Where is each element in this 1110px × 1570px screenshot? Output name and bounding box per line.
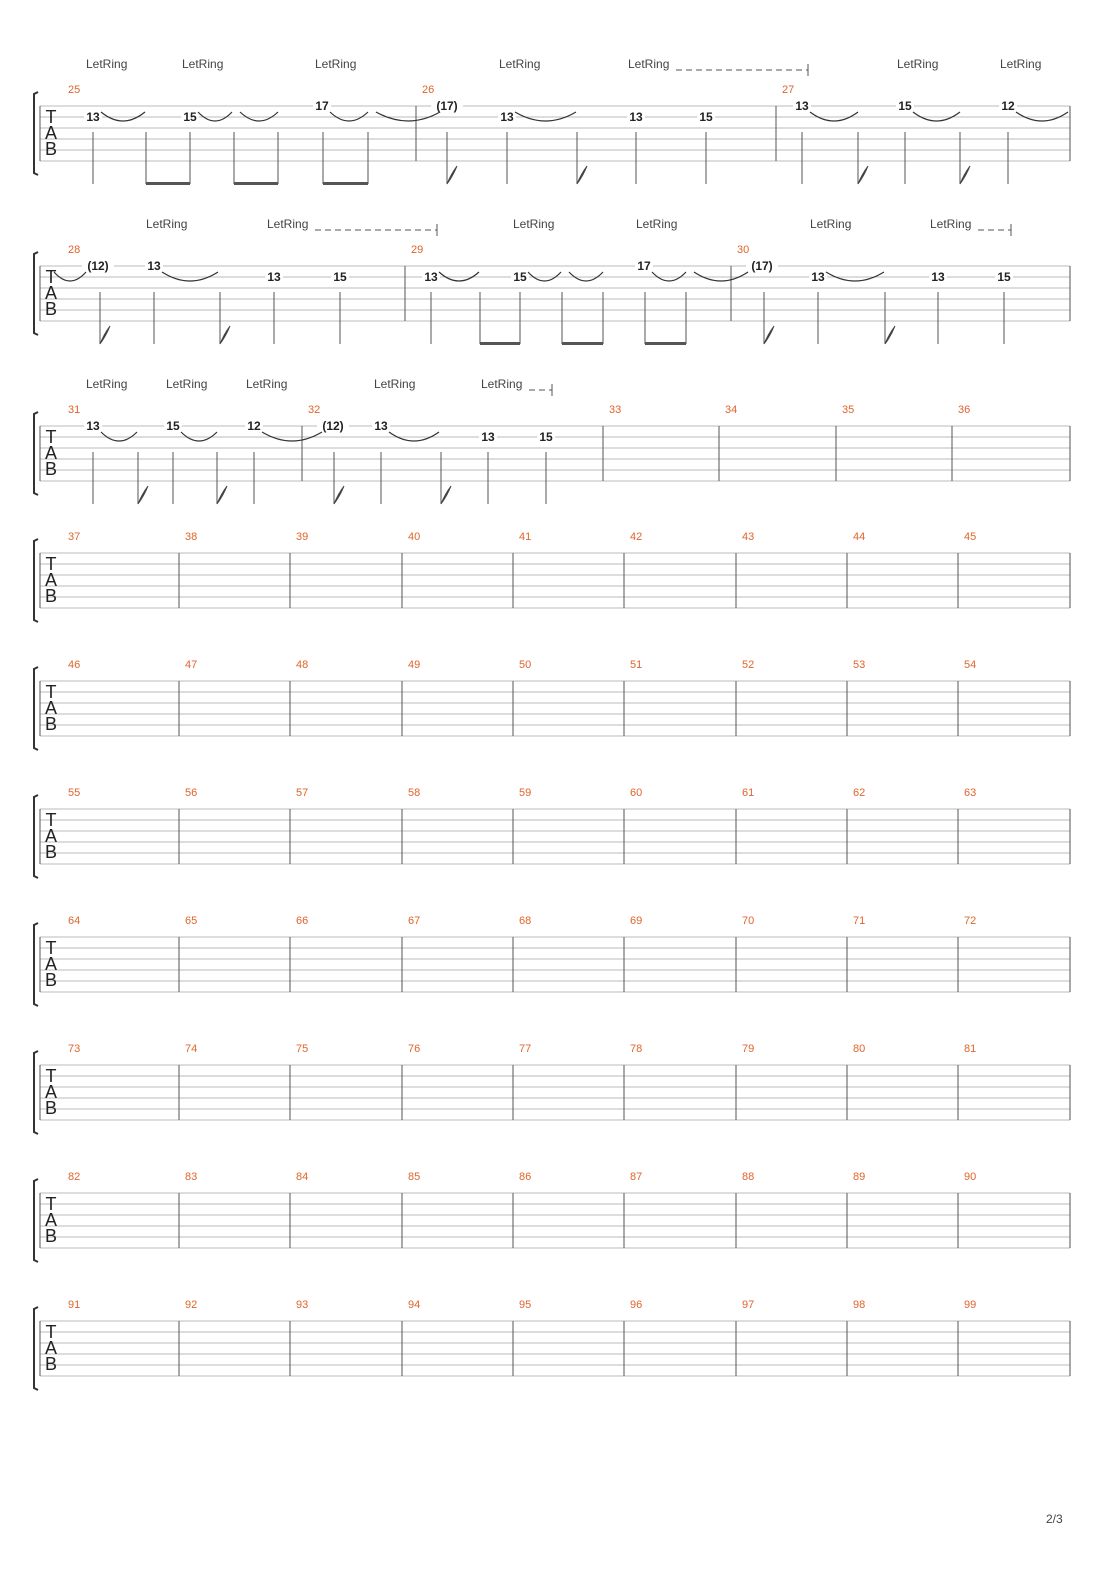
- measure-number: 67: [408, 915, 421, 927]
- note-flag: [334, 486, 344, 504]
- note-beam: [562, 342, 603, 345]
- tab-clef-letter: T: [45, 1194, 57, 1214]
- let-ring-label: LetRing: [481, 377, 523, 391]
- note-beam: [480, 342, 520, 345]
- measure-number: 78: [630, 1043, 643, 1055]
- tab-system: [34, 915, 1070, 1006]
- measure-number: 37: [68, 531, 81, 543]
- measure-number: 48: [296, 659, 309, 671]
- measure-number: 73: [68, 1043, 81, 1055]
- fret-number: 15: [183, 110, 197, 124]
- measure-number: 43: [742, 531, 755, 543]
- measure-number: 70: [742, 915, 755, 927]
- measure-number: 32: [308, 404, 321, 416]
- note-beam: [146, 182, 190, 185]
- measure-number: 47: [185, 659, 198, 671]
- tab-system: [34, 217, 1070, 345]
- tab-system: [34, 1171, 1070, 1262]
- tab-clef-letter: A: [44, 1210, 58, 1230]
- tab-clef-letter: B: [44, 1354, 58, 1374]
- tab-clef-letter: A: [44, 1338, 58, 1358]
- tab-clef-letter: T: [45, 938, 57, 958]
- measure-number: 96: [630, 1299, 643, 1311]
- fret-number: (12): [87, 259, 109, 273]
- let-ring-label: LetRing: [315, 57, 357, 71]
- tab-clef-letter: B: [44, 139, 58, 159]
- measure-number: 35: [842, 404, 855, 416]
- tab-clef-letter: T: [45, 107, 57, 127]
- system-bracket: [34, 1307, 38, 1390]
- fret-number: 13: [267, 270, 281, 284]
- measure-number: 56: [185, 787, 198, 799]
- measure-number: 66: [296, 915, 309, 927]
- note-flag: [960, 166, 970, 184]
- measure-number: 53: [853, 659, 866, 671]
- note-flag: [885, 326, 895, 344]
- tab-system: [34, 1043, 1070, 1134]
- system-bracket: [34, 1051, 38, 1134]
- measure-number: 72: [964, 915, 977, 927]
- measure-number: 29: [411, 244, 424, 256]
- tab-clef-letter: B: [44, 714, 58, 734]
- tab-system: [34, 377, 1070, 504]
- tab-clef-letter: B: [44, 842, 58, 862]
- measure-number: 42: [630, 531, 643, 543]
- tab-clef-letter: A: [44, 954, 58, 974]
- fret-number: 15: [513, 270, 527, 284]
- let-ring-label: LetRing: [897, 57, 939, 71]
- tab-clef-letter: A: [44, 1082, 58, 1102]
- let-ring-label: LetRing: [1000, 57, 1042, 71]
- measure-number: 38: [185, 531, 198, 543]
- fret-number: 13: [147, 259, 161, 273]
- fret-number: 13: [481, 430, 495, 444]
- measure-number: 39: [296, 531, 309, 543]
- note-flag: [447, 166, 457, 184]
- fret-number: (17): [751, 259, 773, 273]
- measure-number: 95: [519, 1299, 532, 1311]
- note-flag: [100, 326, 110, 344]
- note-flag: [217, 486, 227, 504]
- measure-number: 99: [964, 1299, 977, 1311]
- measure-number: 88: [742, 1171, 755, 1183]
- measure-number: 34: [725, 404, 738, 416]
- fret-number: 13: [86, 419, 100, 433]
- let-ring-label: LetRing: [636, 217, 678, 231]
- let-ring-label: LetRing: [930, 217, 972, 231]
- tab-system: [34, 787, 1070, 878]
- fret-number: 15: [997, 270, 1011, 284]
- tab-clef-letter: A: [44, 283, 58, 303]
- note-flag: [138, 486, 148, 504]
- measure-number: 94: [408, 1299, 421, 1311]
- measure-number: 57: [296, 787, 309, 799]
- let-ring-label: LetRing: [166, 377, 208, 391]
- note-beam: [645, 342, 686, 345]
- measure-number: 61: [742, 787, 755, 799]
- measure-number: 83: [185, 1171, 198, 1183]
- let-ring-label: LetRing: [267, 217, 309, 231]
- measure-number: 65: [185, 915, 198, 927]
- tab-clef-letter: T: [45, 1066, 57, 1086]
- measure-number: 45: [964, 531, 977, 543]
- note-flag: [764, 326, 774, 344]
- measure-number: 27: [782, 84, 795, 96]
- measure-number: 91: [68, 1299, 81, 1311]
- measure-number: 26: [422, 84, 435, 96]
- measure-number: 82: [68, 1171, 81, 1183]
- tab-clef-letter: B: [44, 1098, 58, 1118]
- let-ring-label: LetRing: [810, 217, 852, 231]
- measure-number: 68: [519, 915, 532, 927]
- let-ring-label: LetRing: [513, 217, 555, 231]
- measure-number: 77: [519, 1043, 532, 1055]
- fret-number: 13: [500, 110, 514, 124]
- measure-number: 85: [408, 1171, 421, 1183]
- measure-number: 62: [853, 787, 866, 799]
- measure-number: 25: [68, 84, 81, 96]
- measure-number: 84: [296, 1171, 309, 1183]
- fret-number: 13: [424, 270, 438, 284]
- system-bracket: [34, 1179, 38, 1262]
- note-flag: [220, 326, 230, 344]
- tab-clef-letter: T: [45, 810, 57, 830]
- fret-number: 15: [898, 99, 912, 113]
- let-ring-label: LetRing: [86, 377, 128, 391]
- let-ring-label: LetRing: [146, 217, 188, 231]
- measure-number: 63: [964, 787, 977, 799]
- measure-number: 80: [853, 1043, 866, 1055]
- measure-number: 92: [185, 1299, 198, 1311]
- fret-number: 13: [795, 99, 809, 113]
- tab-clef-letter: A: [44, 698, 58, 718]
- note-flag: [577, 166, 587, 184]
- fret-number: (17): [436, 99, 458, 113]
- note-flag: [441, 486, 451, 504]
- note-flag: [858, 166, 868, 184]
- let-ring-label: LetRing: [499, 57, 541, 71]
- measure-number: 49: [408, 659, 421, 671]
- tab-system: [34, 1299, 1070, 1390]
- measure-number: 54: [964, 659, 977, 671]
- measure-number: 28: [68, 244, 81, 256]
- fret-number: 12: [1001, 99, 1015, 113]
- fret-number: 15: [333, 270, 347, 284]
- measure-number: 75: [296, 1043, 309, 1055]
- measure-number: 41: [519, 531, 532, 543]
- measure-number: 81: [964, 1043, 977, 1055]
- measure-number: 59: [519, 787, 532, 799]
- fret-number: 15: [699, 110, 713, 124]
- measure-number: 30: [737, 244, 750, 256]
- tab-clef-letter: B: [44, 299, 58, 319]
- fret-number: 12: [247, 419, 261, 433]
- measure-number: 86: [519, 1171, 532, 1183]
- let-ring-label: LetRing: [374, 377, 416, 391]
- tab-system: [34, 531, 1070, 622]
- fret-number: 15: [166, 419, 180, 433]
- fret-number: 15: [539, 430, 553, 444]
- system-bracket: [34, 539, 38, 622]
- fret-number: 13: [86, 110, 100, 124]
- measure-number: 36: [958, 404, 971, 416]
- system-bracket: [34, 252, 38, 335]
- tab-clef-letter: A: [44, 826, 58, 846]
- tab-clef-letter: B: [44, 459, 58, 479]
- tab-clef-letter: B: [44, 1226, 58, 1246]
- measure-number: 51: [630, 659, 643, 671]
- fret-number: 13: [931, 270, 945, 284]
- system-bracket: [34, 412, 38, 495]
- measure-number: 64: [68, 915, 81, 927]
- tab-clef-letter: B: [44, 970, 58, 990]
- measure-number: 79: [742, 1043, 755, 1055]
- measure-number: 50: [519, 659, 532, 671]
- measure-number: 74: [185, 1043, 198, 1055]
- tab-clef-letter: T: [45, 1322, 57, 1342]
- let-ring-label: LetRing: [182, 57, 224, 71]
- tab-clef-letter: T: [45, 554, 57, 574]
- fret-number: 13: [629, 110, 643, 124]
- tab-clef-letter: T: [45, 682, 57, 702]
- measure-number: 58: [408, 787, 421, 799]
- measure-number: 60: [630, 787, 643, 799]
- system-bracket: [34, 923, 38, 1006]
- tab-clef-letter: A: [44, 443, 58, 463]
- measure-number: 76: [408, 1043, 421, 1055]
- fret-number: 13: [374, 419, 388, 433]
- measure-number: 40: [408, 531, 421, 543]
- tab-clef-letter: A: [44, 123, 58, 143]
- system-bracket: [34, 92, 38, 175]
- measure-number: 97: [742, 1299, 755, 1311]
- note-beam: [323, 182, 368, 185]
- system-bracket: [34, 667, 38, 750]
- measure-number: 69: [630, 915, 643, 927]
- page-number: 2/3: [1046, 1512, 1063, 1526]
- measure-number: 71: [853, 915, 866, 927]
- measure-number: 98: [853, 1299, 866, 1311]
- fret-number: 17: [637, 259, 651, 273]
- measure-number: 31: [68, 404, 81, 416]
- let-ring-label: LetRing: [628, 57, 670, 71]
- measure-number: 93: [296, 1299, 309, 1311]
- measure-number: 90: [964, 1171, 977, 1183]
- system-bracket: [34, 795, 38, 878]
- measure-number: 44: [853, 531, 866, 543]
- let-ring-label: LetRing: [246, 377, 288, 391]
- measure-number: 87: [630, 1171, 643, 1183]
- tab-clef-letter: T: [45, 267, 57, 287]
- fret-number: (12): [322, 419, 344, 433]
- fret-number: 17: [315, 99, 329, 113]
- measure-number: 52: [742, 659, 755, 671]
- let-ring-label: LetRing: [86, 57, 128, 71]
- tab-system: [34, 659, 1070, 750]
- measure-number: 89: [853, 1171, 866, 1183]
- measure-number: 46: [68, 659, 81, 671]
- measure-number: 33: [609, 404, 622, 416]
- tab-system: [34, 57, 1070, 185]
- fret-number: 13: [811, 270, 825, 284]
- note-beam: [234, 182, 278, 185]
- measure-number: 55: [68, 787, 81, 799]
- tab-clef-letter: T: [45, 427, 57, 447]
- tab-clef-letter: A: [44, 570, 58, 590]
- tab-clef-letter: B: [44, 586, 58, 606]
